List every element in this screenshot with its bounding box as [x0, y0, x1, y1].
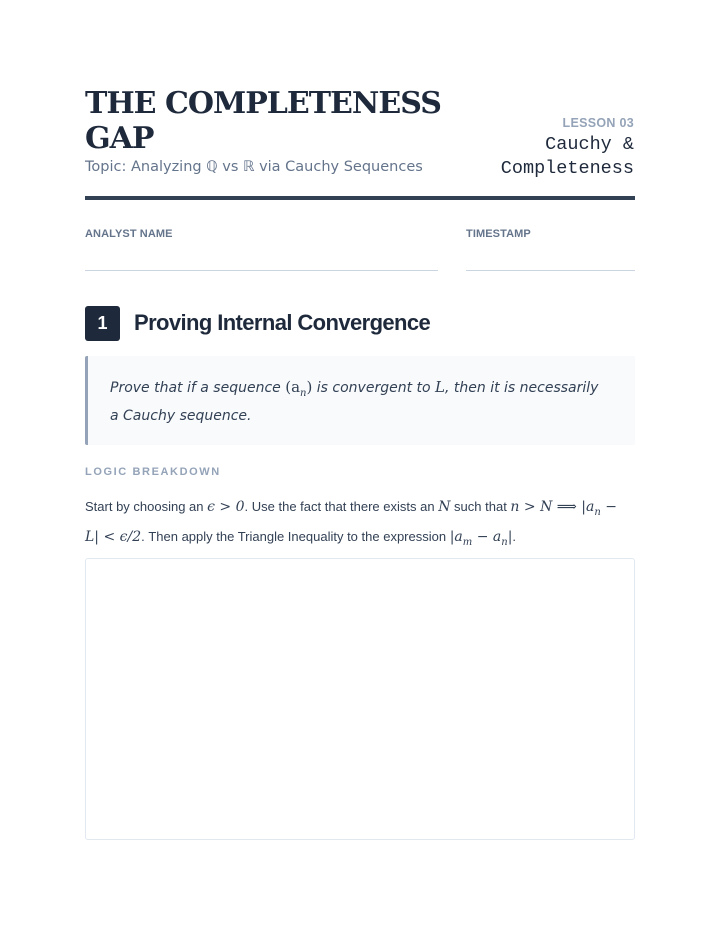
answer-area[interactable]	[85, 558, 635, 840]
lesson-label: LESSON 03	[562, 116, 634, 130]
worksheet-title: THE COMPLETENESS GAP	[85, 86, 441, 156]
header-divider	[85, 196, 635, 200]
analyst-name-field[interactable]	[85, 270, 438, 271]
problem-prompt	[85, 356, 635, 445]
prompt-text: Prove that if a sequence	[110, 380, 286, 396]
prompt-text: is convergent to	[312, 380, 436, 396]
lesson-name: Cauchy & Completeness	[500, 134, 634, 179]
analyst-name-label: ANALYST NAME	[85, 228, 173, 240]
section-number-badge: 1	[85, 306, 120, 341]
math-N: N	[438, 499, 451, 515]
math-limit: L	[435, 378, 445, 396]
logic-breakdown-label: LOGIC BREAKDOWN	[85, 466, 221, 478]
math-sequence: $(a_n)$	[285, 378, 313, 399]
prompt-text: , then it is necessarily a Cauchy sequence.	[110, 380, 599, 424]
timestamp-field[interactable]	[466, 270, 635, 271]
math-expression: $|a_m - a_n|$	[449, 528, 513, 548]
math-epsilon: ϵ > 0	[207, 499, 245, 515]
math-implication: n > N ⟹ $|a_n - L| < \epsilon/2$	[85, 499, 617, 545]
section-title: Proving Internal Convergence	[134, 310, 431, 335]
logic-breakdown-text: Start by choosing an ϵ > 0. Use the fact that there exists an N such that n > N ⟹ $|a_n - L| < \epsilon/2$. Then apply the Triangle Inequality to the expression $|a_m - a_n|$.	[85, 499, 617, 548]
topic-subtitle: Topic: Analyzing ℚ vs ℝ via Cauchy Sequences	[85, 159, 423, 175]
timestamp-label: TIMESTAMP	[466, 228, 531, 240]
